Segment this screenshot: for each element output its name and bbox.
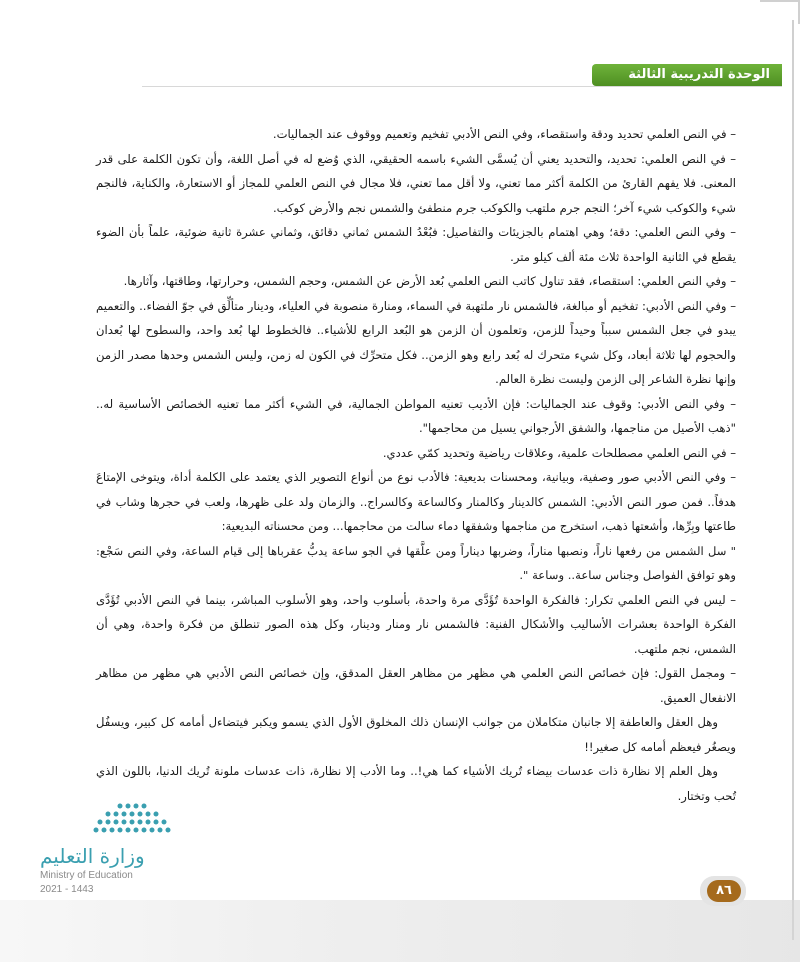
paragraph-6: – وفي النص الأدبي: وقوف عند الجماليات: فإن الأديب تعنيه المواطن الجمالية، في الشيء أكثر مما تعنيه الخصائص الأساسية له.. "ذهب الأصيل من مناجمها، والشفق الأرجواني يسيل من محاجمها". [96,396,736,435]
ministry-name-english: Ministry of Education [40,870,133,881]
ministry-dots-icon [90,800,180,840]
paragraph-9-quote: " سل الشمس من رفعها ناراً، ونصبها مناراً، وضربها ديناراً ومن علَّقها في الجو ساعة يدبُّ عقرباها إلى قيام الساعة، وفي النص سَجْع: وهو توافق الفواصل وجناس ساعة.. وساعة ". [96,543,736,582]
paragraph-5: – وفي النص الأدبي: تفخيم أو مبالغة، فالشمس نار ملتهبة في السماء، ومنارة منصوبة في العلياء، ودينار متألِّق في جوّ الفضاء.. والتعميم يبدو في جعل الشمس سبباً وحيداً للزمن، وتعلمون أن الزمن هو البُعد الرابع للأشياء.. فالخطوط لها بُعد واحد، والسطوح لها بُعدان والحجوم لها ثلاثة أبعاد، وكل شيء متحرك له بُعد رابع وهو الزمن.. فكل متحرِّك في الكون له زمن، وليس الشمس وحدها مصدر الزمن وإنها نظرة الشاعر إلى الزمن وليست نظرة العالم. [96,298,736,386]
footer-band [0,900,800,962]
paragraph-4: – وفي النص العلمي: استقصاء، فقد تناول كاتب النص العلمي بُعد الأرض عن الشمس، وحجم الشمس، وحرارتها، وطاقتها، وآثارها. [123,274,736,288]
page-number: ٨٦ [707,880,741,902]
page-edge-rule [792,20,794,940]
paragraph-11: – ومجمل القول: فإن خصائص النص العلمي هي مظهر من مظاهر العقل المدقق، وإن خصائص النص الأدبي هي مظهر من مظاهر الانفعال العميق. [96,666,736,705]
paragraph-12: وهل العقل والعاطفة إلا جانبان متكاملان من جوانب الإنسان ذلك المخلوق الأول الذي يسمو ويكبر فيتضاءل أمامه كل كبير، ويسفُل ويصغُر فيعظم أمامه كل صغير!! [96,715,736,754]
paragraph-7: – في النص العلمي مصطلحات علمية، وعلاقات رياضية وتحديد كمّي عددي. [382,445,736,460]
paragraph-1: – في النص العلمي تحديد ودقة واستقصاء، وفي النص الأدبي تفخيم وتعميم ووقوف عند الجماليات. [272,127,736,141]
paragraph-3: – وفي النص العلمي: دقة؛ وهي اهتمام بالجزيئات والتفاصيل: فبُعْدُ الشمس ثماني دقائق، وثماني عشرة ثانية ضوئية، علماً بأن الضوء يقطع في الثانية الواحدة ثلاث مئة ألف كيلو متر. [96,225,736,264]
header-divider [142,86,782,87]
unit-title-banner: الوحدة التدريبية الثالثة [592,64,782,86]
paragraph-2: – في النص العلمي: تحديد، والتحديد يعني أن يُسمَّى الشيء باسمه الحقيقي، الذي وُضع له في أصل اللغة، وأن تكون الكلمة على قدر المعنى. فلا يفهم القارئ من الكلمة أكثر مما تعني، ولا أقل مما تعني، فلا مجال في النص العلمي للمجاز أو الاستعارة، والكناية، فالنجم شيء والكوكب شيء آخر؛ النجم جرم ملتهب والكوكب جرم منطفئ والشمس نجم والأرض كوكب. [96,151,736,215]
body-text [96,122,736,808]
paragraph-8: – وفي النص الأدبي صور وصفية، وبيانية، ومحسنات بديعية: فالأدب نوع من أنواع التصوير الذي يعتمد على الكلمة أداة، ويتوخى الإمتاعَ هدفاً.. فمن صور النص الأدبي: الشمس كالدينار وكالمنار وكالساعة وكالسراج.. والزمان ولد على ظهرها، ولعب في حجرها وشاب في طاعتها وبِرِّها، وأشعتها ذهب، استخرج من مناجمها وشفقها دماء سالت من محاجمها... ومن محسناته البديعية: [96,470,736,533]
page-number-badge [700,876,746,906]
ministry-name-arabic: وزارة التعليم [40,844,145,868]
ministry-logo [40,800,180,900]
edition-year: 2021 - 1443 [40,884,94,895]
corner-decoration [760,0,800,24]
paragraph-13: وهل العلم إلا نظارة ذات عدسات بيضاء تُريك الأشياء كما هي!.. وما الأدب إلا نظارة، ذات عدسات ملونة تُريك الدنيا، باللون الذي تُحب وتختار. [96,764,736,803]
paragraph-10: – ليس في النص العلمي تكرار: فالفكرة الواحدة تُؤَدَّى مرة واحدة، بأسلوب واحد، وهو الأسلوب المباشر، بينما في النص الأدبي تُؤَدَّى الفكرة الواحدة بعشرات الأساليب والأشكال الفنية: فالشمس نار ومنار ودينار، وكل هذه الصور تنطلق من فكرة واحدة، وهي أن الشمس، نجم ملتهب. [96,592,736,656]
